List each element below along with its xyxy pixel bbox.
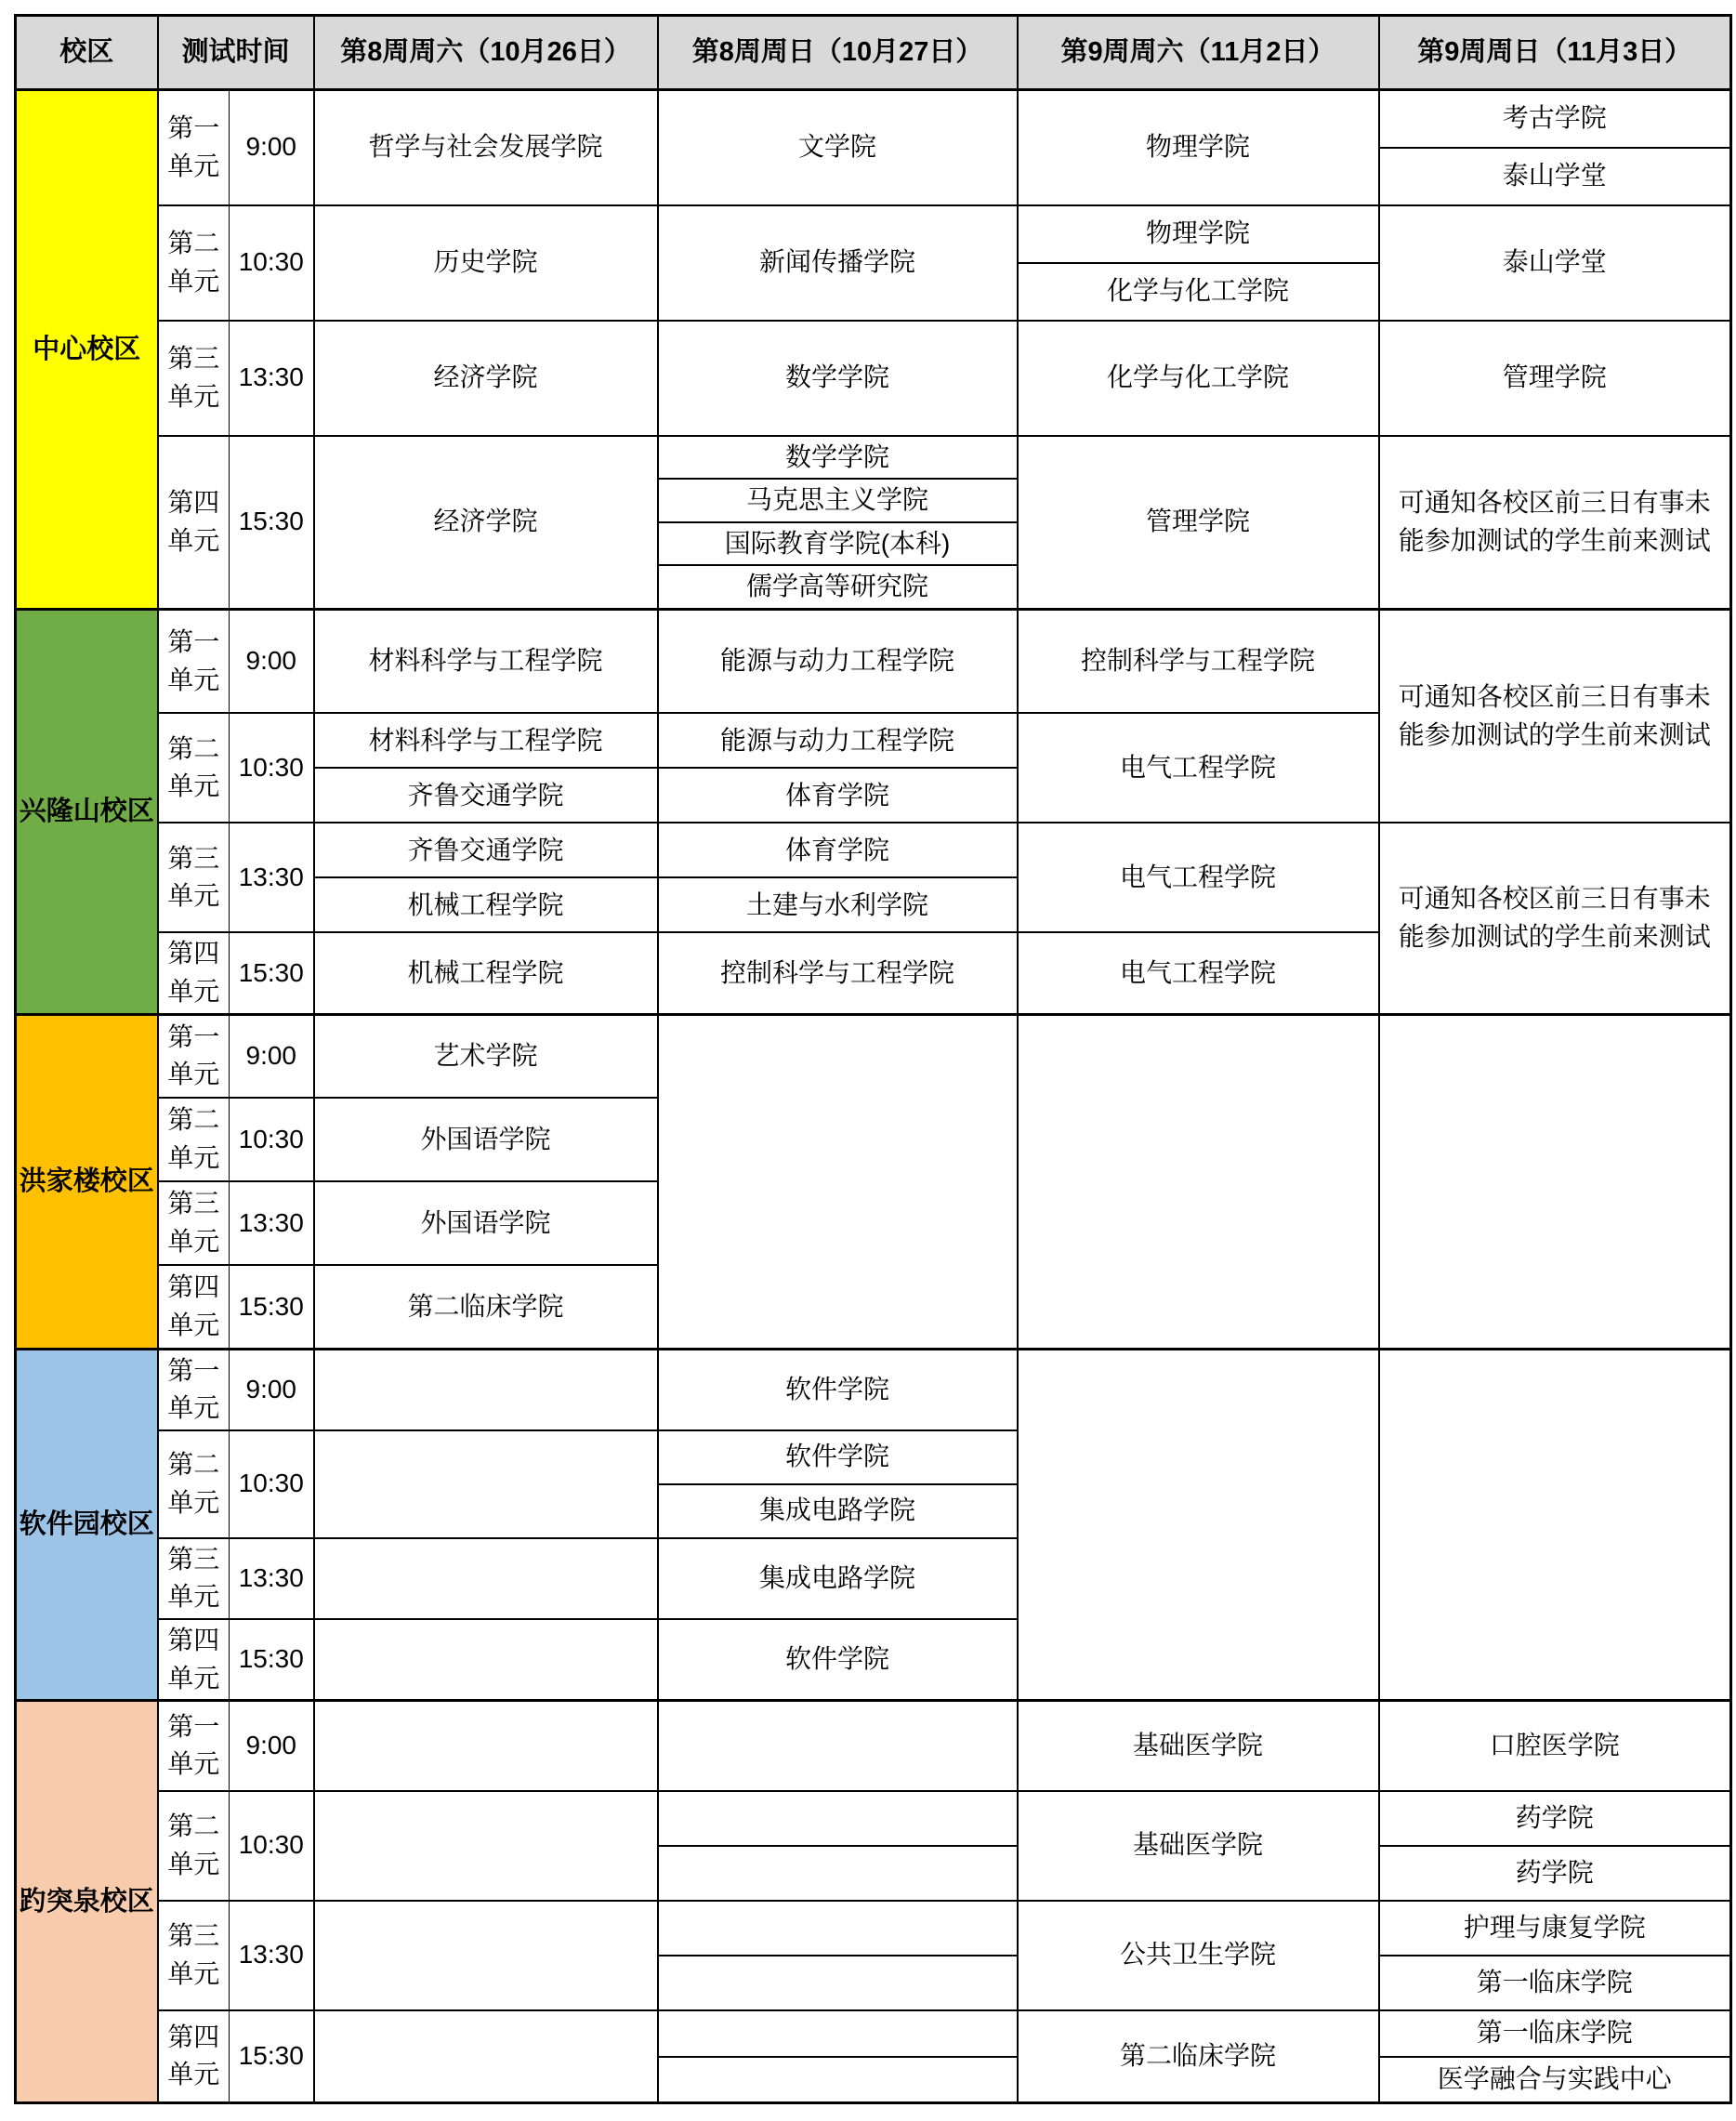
cell-hongjialou-week9sun-empty [1379,1014,1731,1349]
cell-baotuquan-u3-week9sun-a: 护理与康复学院 [1379,1901,1731,1956]
cell-zhongxin-u3-week9sat: 化学与化工学院 [1018,321,1379,436]
cell-baotuquan-u2-week8sun-empty-a [658,1791,1018,1846]
cell-baotuquan-u3-week8sat-empty [314,1901,658,2010]
unit-cell-hongjialou-u4: 第四单元 [158,1265,230,1349]
cell-baotuquan-u3-week8sun-empty-b [658,1956,1018,2010]
cell-baotuquan-u1-week8sat-empty [314,1701,658,1791]
cell-baotuquan-u4-week8sat-empty [314,2010,658,2103]
cell-baotuquan-u2-week8sun-empty-b [658,1846,1018,1901]
time-cell-baotuquan-u1: 9:00 [230,1701,314,1791]
cell-baotuquan-u2-week8sat-empty [314,1791,658,1901]
cell-zhongxin-u1-week9sun-a: 考古学院 [1379,90,1731,148]
cell-xinglongshan-u1-week8sat: 材料科学与工程学院 [314,609,658,713]
schedule-table [14,14,1732,2104]
cell-baotuquan-u2-week9sat: 基础医学院 [1018,1791,1379,1901]
unit-cell-zhongxin-u1: 第一单元 [158,90,230,205]
unit-cell-baotuquan-u4: 第四单元 [158,2010,230,2103]
time-cell-xinglongshan-u1: 9:00 [230,609,314,713]
cell-zhongxin-u3-week8sun: 数学学院 [658,321,1018,436]
cell-ruanjianyuan-u1-week8sun: 软件学院 [658,1349,1018,1430]
time-cell-ruanjianyuan-u1: 9:00 [230,1349,314,1430]
cell-xinglongshan-u3-week8sun-b: 土建与水利学院 [658,877,1018,932]
table-row [16,1791,1731,1846]
cell-hongjialou-u3-week8sat: 外国语学院 [314,1181,658,1265]
cell-baotuquan-u4-week9sun-a: 第一临床学院 [1379,2010,1731,2057]
unit-cell-xinglongshan-u3: 第三单元 [158,823,230,932]
cell-zhongxin-u1-week8sat: 哲学与社会发展学院 [314,90,658,205]
unit-cell-baotuquan-u2: 第二单元 [158,1791,230,1901]
time-cell-baotuquan-u4: 15:30 [230,2010,314,2103]
header-row [16,16,1731,90]
header-test-time: 测试时间 [158,16,314,90]
time-cell-hongjialou-u4: 15:30 [230,1265,314,1349]
unit-cell-ruanjianyuan-u3: 第三单元 [158,1538,230,1619]
table-row [16,823,1731,877]
cell-baotuquan-u4-week8sun-empty-b [658,2057,1018,2103]
cell-xinglongshan-u3-week8sun-a: 体育学院 [658,823,1018,877]
campus-label-zhongxin: 中心校区 [16,90,158,610]
cell-baotuquan-u4-week8sun-empty-a [658,2010,1018,2057]
cell-ruanjianyuan-u2-week8sun-a: 软件学院 [658,1430,1018,1484]
cell-baotuquan-u3-week9sun-b: 第一临床学院 [1379,1956,1731,2010]
cell-xinglongshan-u3-week8sat-a: 齐鲁交通学院 [314,823,658,877]
cell-xinglongshan-u1-week9sat: 控制科学与工程学院 [1018,609,1379,713]
table-row [16,1901,1731,1956]
cell-baotuquan-u4-week9sun-b: 医学融合与实践中心 [1379,2057,1731,2103]
table-row [16,205,1731,263]
cell-xinglongshan-u2-week8sat-a: 材料科学与工程学院 [314,713,658,768]
cell-xinglongshan-u2-week8sun-a: 能源与动力工程学院 [658,713,1018,768]
header-week9-sunday: 第9周周日（11月3日） [1379,16,1731,90]
unit-cell-hongjialou-u2: 第二单元 [158,1098,230,1181]
header-week8-sunday: 第8周周日（10月27日） [658,16,1018,90]
unit-cell-hongjialou-u3: 第三单元 [158,1181,230,1265]
cell-xinglongshan-u3-week8sat-b: 机械工程学院 [314,877,658,932]
campus-label-xinglongshan: 兴隆山校区 [16,609,158,1014]
unit-cell-xinglongshan-u2: 第二单元 [158,713,230,823]
cell-zhongxin-u4-week8sat: 经济学院 [314,436,658,610]
cell-xinglongshan-u2-week8sat-b: 齐鲁交通学院 [314,768,658,823]
unit-cell-zhongxin-u3: 第三单元 [158,321,230,436]
header-week8-saturday: 第8周周六（10月26日） [314,16,658,90]
cell-hongjialou-week9sat-empty [1018,1014,1379,1349]
cell-ruanjianyuan-u2-week8sat-empty [314,1430,658,1538]
cell-zhongxin-u4-week8sun-a: 数学学院 [658,436,1018,480]
cell-zhongxin-u1-week8sun: 文学院 [658,90,1018,205]
table-row [16,609,1731,713]
campus-label-hongjialou: 洪家楼校区 [16,1014,158,1349]
cell-zhongxin-u4-week8sun-c: 国际教育学院(本科) [658,522,1018,566]
unit-cell-ruanjianyuan-u4: 第四单元 [158,1619,230,1701]
cell-hongjialou-u1-week8sat: 艺术学院 [314,1014,658,1098]
header-week9-saturday: 第9周周六（11月2日） [1018,16,1379,90]
cell-xinglongshan-u2-week8sun-b: 体育学院 [658,768,1018,823]
time-cell-xinglongshan-u4: 15:30 [230,932,314,1014]
cell-ruanjianyuan-u2-week8sun-b: 集成电路学院 [658,1484,1018,1538]
table-row [16,1349,1731,1430]
cell-xinglongshan-u3-week9sat: 电气工程学院 [1018,823,1379,932]
cell-zhongxin-u2-week9sat-a: 物理学院 [1018,205,1379,263]
cell-ruanjianyuan-week9sun-empty [1379,1349,1731,1701]
time-cell-baotuquan-u3: 13:30 [230,1901,314,2010]
cell-baotuquan-u3-week8sun-empty-a [658,1901,1018,1956]
table-row [16,321,1731,436]
cell-ruanjianyuan-u4-week8sat-empty [314,1619,658,1701]
cell-zhongxin-u4-week9sat: 管理学院 [1018,436,1379,610]
unit-cell-ruanjianyuan-u1: 第一单元 [158,1349,230,1430]
cell-hongjialou-u4-week8sat: 第二临床学院 [314,1265,658,1349]
time-cell-baotuquan-u2: 10:30 [230,1791,314,1901]
time-cell-zhongxin-u3: 13:30 [230,321,314,436]
cell-hongjialou-week8sun-empty [658,1014,1018,1349]
cell-baotuquan-u1-week8sun-empty [658,1701,1018,1791]
time-cell-zhongxin-u4: 15:30 [230,436,314,610]
unit-cell-hongjialou-u1: 第一单元 [158,1014,230,1098]
cell-zhongxin-u4-week8sun-b: 马克思主义学院 [658,479,1018,522]
cell-zhongxin-u2-week9sun: 泰山学堂 [1379,205,1731,321]
cell-xinglongshan-u2-week9sat: 电气工程学院 [1018,713,1379,823]
cell-zhongxin-u2-week8sun: 新闻传播学院 [658,205,1018,321]
time-cell-xinglongshan-u2: 10:30 [230,713,314,823]
unit-cell-xinglongshan-u4: 第四单元 [158,932,230,1014]
cell-xinglongshan-u4-week8sat: 机械工程学院 [314,932,658,1014]
cell-ruanjianyuan-week9sat-empty [1018,1349,1379,1701]
time-cell-hongjialou-u1: 9:00 [230,1014,314,1098]
cell-zhongxin-u1-week9sun-b: 泰山学堂 [1379,148,1731,205]
cell-ruanjianyuan-u4-week8sun: 软件学院 [658,1619,1018,1701]
cell-baotuquan-u1-week9sat: 基础医学院 [1018,1701,1379,1791]
cell-zhongxin-u4-week8sun-d: 儒学高等研究院 [658,565,1018,609]
cell-xinglongshan-u4-week8sun: 控制科学与工程学院 [658,932,1018,1014]
cell-zhongxin-u1-week9sat: 物理学院 [1018,90,1379,205]
cell-xinglongshan-u4-week9sat: 电气工程学院 [1018,932,1379,1014]
unit-cell-xinglongshan-u1: 第一单元 [158,609,230,713]
cell-ruanjianyuan-u3-week8sat-empty [314,1538,658,1619]
table-row [16,1014,1731,1098]
cell-baotuquan-u1-week9sun: 口腔医学院 [1379,1701,1731,1791]
cell-baotuquan-u4-week9sat: 第二临床学院 [1018,2010,1379,2103]
table-row [16,1701,1731,1791]
unit-cell-baotuquan-u1: 第一单元 [158,1701,230,1791]
unit-cell-zhongxin-u4: 第四单元 [158,436,230,610]
time-cell-hongjialou-u2: 10:30 [230,1098,314,1181]
cell-zhongxin-u2-week9sat-b: 化学与化工学院 [1018,263,1379,321]
table-row [16,436,1731,480]
time-cell-ruanjianyuan-u2: 10:30 [230,1430,314,1538]
time-cell-xinglongshan-u3: 13:30 [230,823,314,932]
cell-zhongxin-u4-week9sun-note: 可通知各校区前三日有事未能参加测试的学生前来测试 [1379,436,1731,610]
cell-xinglongshan-u1-week8sun: 能源与动力工程学院 [658,609,1018,713]
table-row [16,90,1731,148]
time-cell-ruanjianyuan-u3: 13:30 [230,1538,314,1619]
table-row [16,2010,1731,2057]
time-cell-hongjialou-u3: 13:30 [230,1181,314,1265]
cell-baotuquan-u2-week9sun-a: 药学院 [1379,1791,1731,1846]
cell-hongjialou-u2-week8sat: 外国语学院 [314,1098,658,1181]
time-cell-ruanjianyuan-u4: 15:30 [230,1619,314,1701]
cell-baotuquan-u3-week9sat: 公共卫生学院 [1018,1901,1379,2010]
cell-baotuquan-u2-week9sun-b: 药学院 [1379,1846,1731,1901]
campus-label-baotuquan: 趵突泉校区 [16,1701,158,2103]
campus-label-ruanjianyuan: 软件园校区 [16,1349,158,1701]
unit-cell-zhongxin-u2: 第二单元 [158,205,230,321]
cell-zhongxin-u3-week8sat: 经济学院 [314,321,658,436]
unit-cell-ruanjianyuan-u2: 第二单元 [158,1430,230,1538]
time-cell-zhongxin-u2: 10:30 [230,205,314,321]
header-campus: 校区 [16,16,158,90]
cell-ruanjianyuan-u1-week8sat-empty [314,1349,658,1430]
unit-cell-baotuquan-u3: 第三单元 [158,1901,230,2010]
cell-xinglongshan-u1u2-week9sun-note: 可通知各校区前三日有事未能参加测试的学生前来测试 [1379,609,1731,823]
cell-zhongxin-u2-week8sat: 历史学院 [314,205,658,321]
cell-xinglongshan-u3u4-week9sun-note: 可通知各校区前三日有事未能参加测试的学生前来测试 [1379,823,1731,1014]
cell-zhongxin-u3-week9sun: 管理学院 [1379,321,1731,436]
time-cell-zhongxin-u1: 9:00 [230,90,314,205]
cell-ruanjianyuan-u3-week8sun: 集成电路学院 [658,1538,1018,1619]
